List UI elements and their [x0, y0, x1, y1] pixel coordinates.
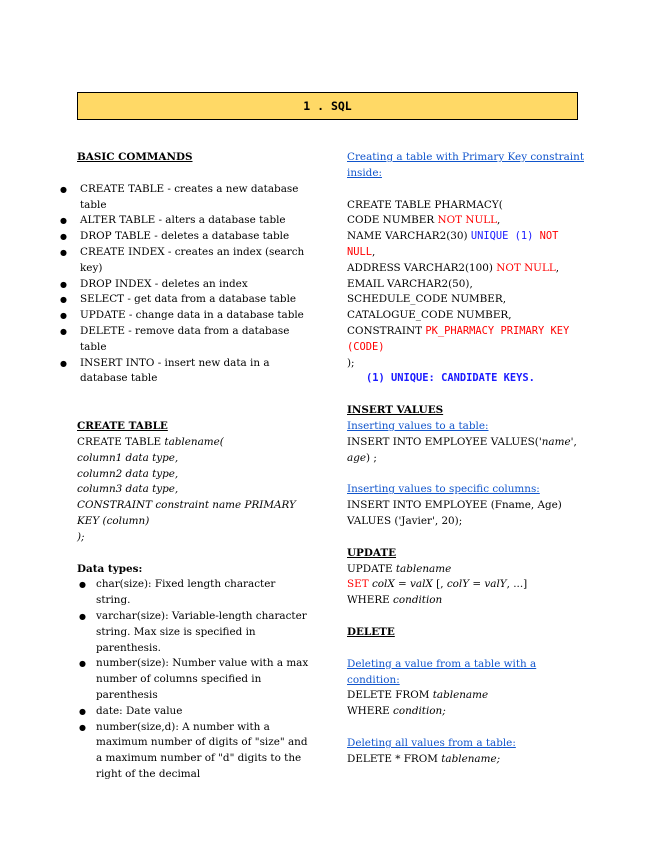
basic-commands-heading: BASIC COMMANDS — [77, 151, 193, 163]
code-line: NAME VARCHAR2(30) UNIQUE (1) NOT NULL, — [347, 230, 559, 258]
create-syntax-line: CONSTRAINT constraint name PRIMARY KEY (column) — [77, 499, 296, 527]
section-title-banner — [77, 92, 578, 120]
delete-syntax-line: WHERE condition; — [347, 705, 446, 718]
create-syntax-line: column1 data type, — [77, 451, 179, 464]
code-line: SCHEDULE_CODE NUMBER, — [347, 293, 507, 306]
list-item: ● char(size): Fixed length character string. — [77, 577, 309, 609]
create-syntax-line: CREATE TABLE tablename( — [77, 435, 224, 448]
list-item: ● number(size,d): A number with a maximum number of digits of "size" and a maximum number of "d" digits to the right of the decimal — [77, 720, 309, 783]
delete-heading: DELETE — [347, 625, 395, 638]
delete-condition-link[interactable]: Deleting a value from a table with a condition: — [347, 657, 537, 686]
update-heading: UPDATE — [347, 546, 397, 559]
code-line: CODE NUMBER NOT NULL, — [347, 214, 501, 227]
right-column — [347, 150, 587, 768]
list-item: ● varchar(size): Variable-length character string. Max size is specified in parenthesis. — [77, 609, 309, 656]
insert-values-heading: INSERT VALUES — [347, 404, 444, 417]
commands-list — [60, 182, 305, 387]
update-syntax-line: SET colX = valX [, colY = valY, ...] — [347, 578, 528, 591]
code-line: EMAIL VARCHAR2(50), — [347, 277, 473, 290]
delete-syntax-line: DELETE FROM tablename — [347, 689, 489, 702]
create-syntax-line: column3 data type, — [77, 483, 179, 496]
code-line: CREATE TABLE PHARMACY( — [347, 198, 503, 211]
list-item: ● date: Date value — [77, 704, 309, 720]
code-line: CONSTRAINT PK_PHARMACY PRIMARY KEY (CODE) — [347, 324, 570, 353]
list-item: ● INSERT INTO - insert new data in a database table — [60, 356, 305, 388]
delete-syntax-line: DELETE * FROM tablename; — [347, 752, 501, 765]
code-line: CATALOGUE_CODE NUMBER, — [347, 309, 512, 322]
insert-columns-link[interactable]: Inserting values to specific columns: — [347, 483, 540, 496]
insert-syntax-line: VALUES ('Javier', 20); — [347, 514, 463, 527]
code-line: ADDRESS VARCHAR2(100) NOT NULL, — [347, 261, 560, 274]
create-syntax-line: column2 data type, — [77, 467, 179, 480]
list-item: ● UPDATE - change data in a database table — [60, 308, 305, 324]
insert-syntax-line: INSERT INTO EMPLOYEE (Fname, Age) — [347, 499, 562, 512]
list-item: ● CREATE INDEX - creates an index (search key) — [60, 245, 305, 277]
list-item: ● DROP INDEX - deletes an index — [60, 277, 305, 293]
unique-note: (1) UNIQUE: CANDIDATE KEYS. — [366, 372, 535, 385]
data-types-heading: Data types: — [77, 562, 143, 575]
section-title: 1 . SQL — [303, 99, 352, 113]
list-item: ● SELECT - get data from a database table — [60, 292, 305, 308]
code-line: ); — [347, 356, 355, 369]
list-item: ● number(size): Number value with a max number of columns specified in parenthesis — [77, 656, 309, 703]
list-item: ● CREATE TABLE - creates a new database table — [60, 182, 305, 214]
insert-syntax-line: INSERT INTO EMPLOYEE VALUES('name', age) ; — [347, 435, 577, 464]
create-syntax-line: ); — [77, 530, 85, 543]
update-syntax-line: UPDATE tablename — [347, 562, 452, 575]
list-item: ● DELETE - remove data from a database table — [60, 324, 305, 356]
pk-constraint-link[interactable]: Creating a table with Primary Key constraint inside: — [347, 151, 584, 179]
list-item: ● DROP TABLE - deletes a database table — [60, 229, 305, 245]
data-types-list — [77, 577, 309, 782]
list-item: ● ALTER TABLE - alters a database table — [60, 213, 305, 229]
update-syntax-line: WHERE condition — [347, 594, 443, 607]
delete-all-link[interactable]: Deleting all values from a table: — [347, 736, 516, 749]
create-table-heading: CREATE TABLE — [77, 420, 168, 433]
insert-table-link[interactable]: Inserting values to a table: — [347, 419, 489, 432]
left-column — [77, 150, 309, 783]
